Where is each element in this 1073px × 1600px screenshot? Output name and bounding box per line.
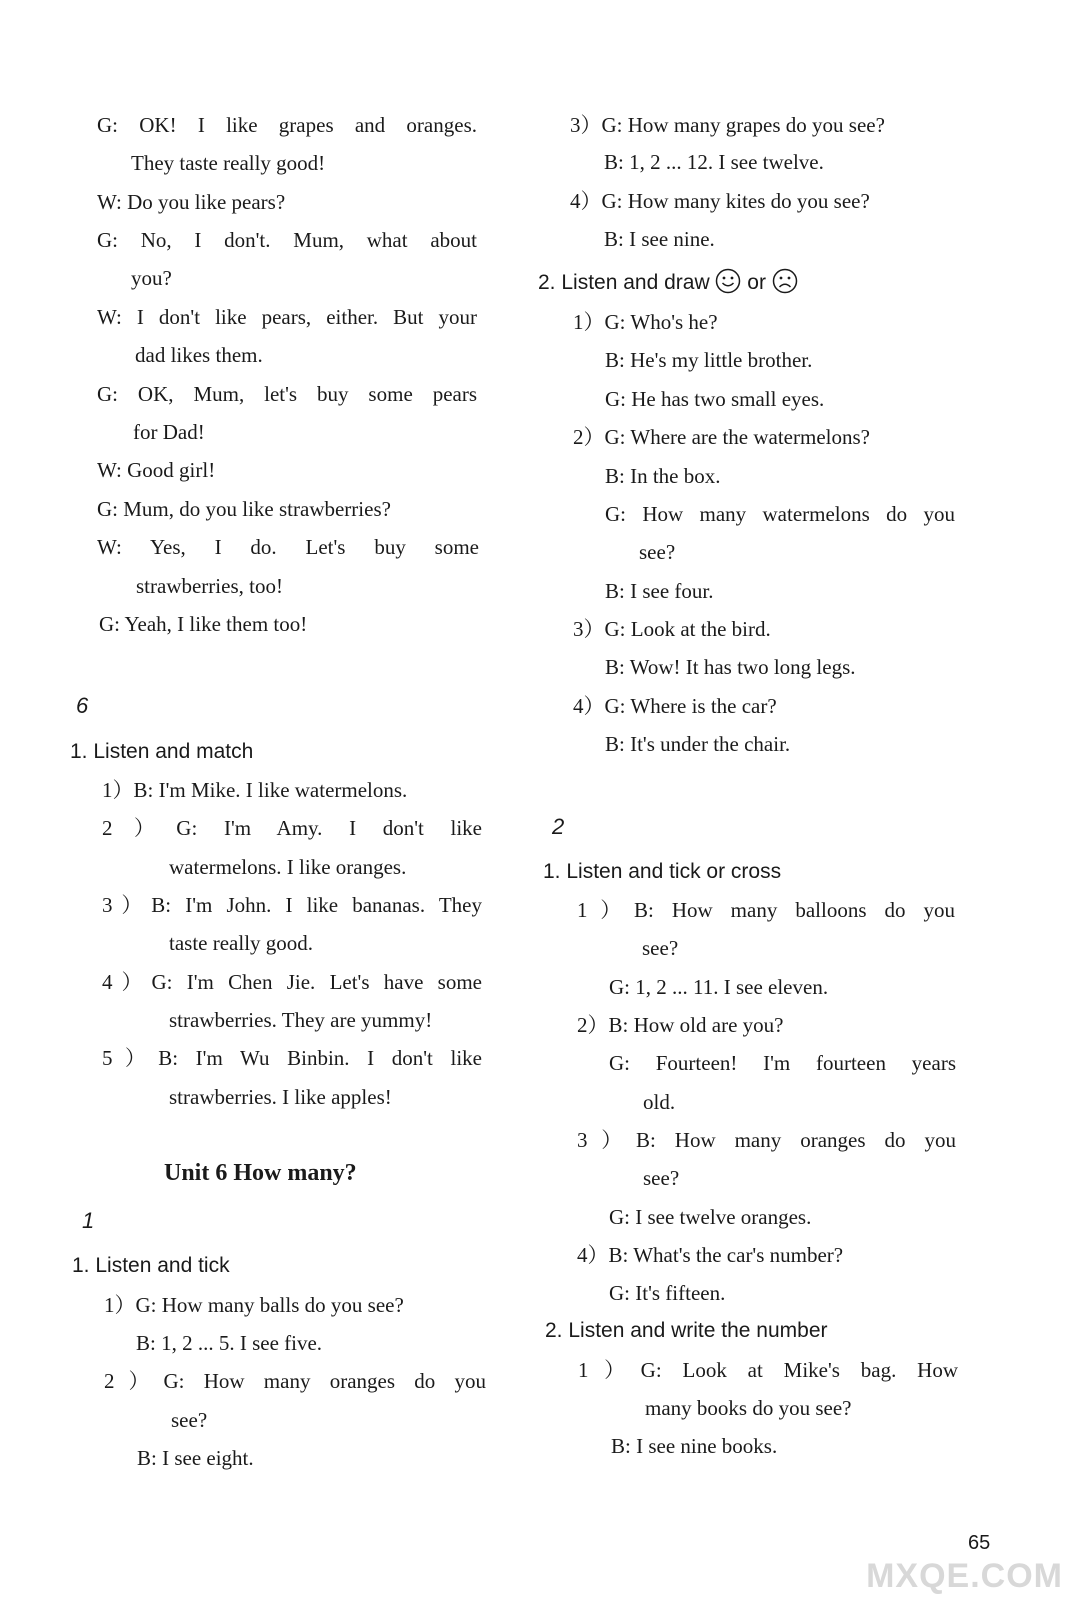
dialog-line: 4）G: How many kites do you see? bbox=[570, 189, 870, 213]
dialog-line: see? bbox=[643, 1166, 680, 1190]
dialog-line: 5）B: I'm Wu Binbin. I don't like bbox=[102, 1046, 482, 1070]
unit-title: Unit 6 How many? bbox=[164, 1160, 357, 1186]
heading-or: or bbox=[747, 271, 766, 294]
dialog-line: B: He's my little brother. bbox=[605, 348, 813, 372]
dialog-line: B: I see nine. bbox=[604, 227, 715, 251]
dialog-line: see? bbox=[171, 1408, 208, 1432]
dialog-line: G: 1, 2 ... 11. I see eleven. bbox=[609, 975, 829, 999]
dialog-line: 2）G: I'm Amy. I don't like bbox=[102, 816, 482, 840]
dialog-line: G: It's fifteen. bbox=[609, 1281, 726, 1305]
dialog-line: many books do you see? bbox=[645, 1396, 852, 1420]
section-heading: 2. Listen and write the number bbox=[545, 1319, 828, 1342]
page-number: 65 bbox=[968, 1532, 991, 1554]
dialog-line: 1）B: I'm Mike. I like watermelons. bbox=[102, 778, 408, 802]
dialog-line: W: I don't like pears, either. But your bbox=[97, 305, 477, 329]
section-heading: 1. Listen and tick or cross bbox=[543, 860, 782, 883]
dialog-line: W: Yes, I do. Let's buy some bbox=[97, 535, 479, 559]
dialog-line: old. bbox=[643, 1090, 676, 1114]
dialog-line: 2）B: How old are you? bbox=[577, 1013, 784, 1037]
dialog-line: you? bbox=[131, 266, 172, 290]
dialog-line: 1）G: Who's he? bbox=[573, 310, 718, 334]
dialog-line: B: 1, 2 ... 5. I see five. bbox=[136, 1331, 323, 1355]
section-number: 2 bbox=[552, 814, 565, 839]
sad-face-icon bbox=[772, 268, 798, 294]
dialog-line: G: How many watermelons do you bbox=[605, 502, 955, 526]
dialog-line: watermelons. I like oranges. bbox=[169, 855, 407, 879]
dialog-line: 3）B: I'm John. I like bananas. They bbox=[102, 893, 482, 917]
dialog-line: strawberries. They are yummy! bbox=[169, 1008, 433, 1032]
dialog-line: 4）G: Where is the car? bbox=[573, 694, 777, 718]
section-number: 1 bbox=[82, 1208, 95, 1233]
section-heading bbox=[538, 268, 798, 296]
dialog-line: G: He has two small eyes. bbox=[605, 387, 825, 411]
dialog-line: 2）G: How many oranges do you bbox=[104, 1369, 486, 1393]
dialog-line: G: I see twelve oranges. bbox=[609, 1205, 812, 1229]
watermark: MXQE.COM bbox=[866, 1557, 1063, 1595]
dialog-line: 3）G: Look at the bird. bbox=[573, 617, 771, 641]
dialog-line: B: It's under the chair. bbox=[605, 732, 791, 756]
smiley-face-icon bbox=[715, 268, 741, 294]
dialog-line: 3）B: How many oranges do you bbox=[577, 1128, 956, 1152]
dialog-line: B: Wow! It has two long legs. bbox=[605, 655, 856, 679]
dialog-line: G: OK! I like grapes and oranges. bbox=[97, 113, 477, 137]
dialog-line: W: Do you like pears? bbox=[97, 190, 286, 214]
section-number: 6 bbox=[76, 693, 89, 718]
dialog-line: dad likes them. bbox=[135, 343, 263, 367]
dialog-line: for Dad! bbox=[133, 420, 205, 444]
section-heading: 1. Listen and tick bbox=[72, 1254, 230, 1277]
dialog-line: strawberries. I like apples! bbox=[169, 1085, 392, 1109]
dialog-line: B: I see four. bbox=[605, 579, 714, 603]
dialog-line: see? bbox=[642, 936, 679, 960]
dialog-line: 2）G: Where are the watermelons? bbox=[573, 425, 870, 449]
dialog-line: 1）B: How many balloons do you bbox=[577, 898, 955, 922]
dialog-line: G: Yeah, I like them too! bbox=[99, 612, 308, 636]
section-heading: 1. Listen and match bbox=[70, 740, 254, 763]
dialog-line: G: Mum, do you like strawberries? bbox=[97, 497, 391, 521]
dialog-line: G: No, I don't. Mum, what about bbox=[97, 228, 477, 252]
heading-text: 2. Listen and draw bbox=[538, 271, 710, 294]
dialog-line: W: Good girl! bbox=[97, 458, 216, 482]
dialog-line: They taste really good! bbox=[131, 151, 326, 175]
dialog-line: B: I see nine books. bbox=[611, 1434, 778, 1458]
dialog-line: B: I see eight. bbox=[137, 1446, 254, 1470]
dialog-line: taste really good. bbox=[169, 931, 314, 955]
dialog-line: strawberries, too! bbox=[136, 574, 283, 598]
dialog-line: see? bbox=[639, 540, 676, 564]
dialog-line: 3）G: How many grapes do you see? bbox=[570, 113, 885, 137]
dialog-line: B: In the box. bbox=[605, 464, 721, 488]
dialog-line: 1）G: Look at Mike's bag. How bbox=[578, 1358, 958, 1382]
dialog-line: G: Fourteen! I'm fourteen years bbox=[609, 1051, 956, 1075]
dialog-line: 4）G: I'm Chen Jie. Let's have some bbox=[102, 970, 482, 994]
dialog-line: G: OK, Mum, let's buy some pears bbox=[97, 382, 477, 406]
dialog-line: 1）G: How many balls do you see? bbox=[104, 1293, 404, 1317]
dialog-line: B: 1, 2 ... 12. I see twelve. bbox=[604, 150, 824, 174]
dialog-line: 4）B: What's the car's number? bbox=[577, 1243, 844, 1267]
